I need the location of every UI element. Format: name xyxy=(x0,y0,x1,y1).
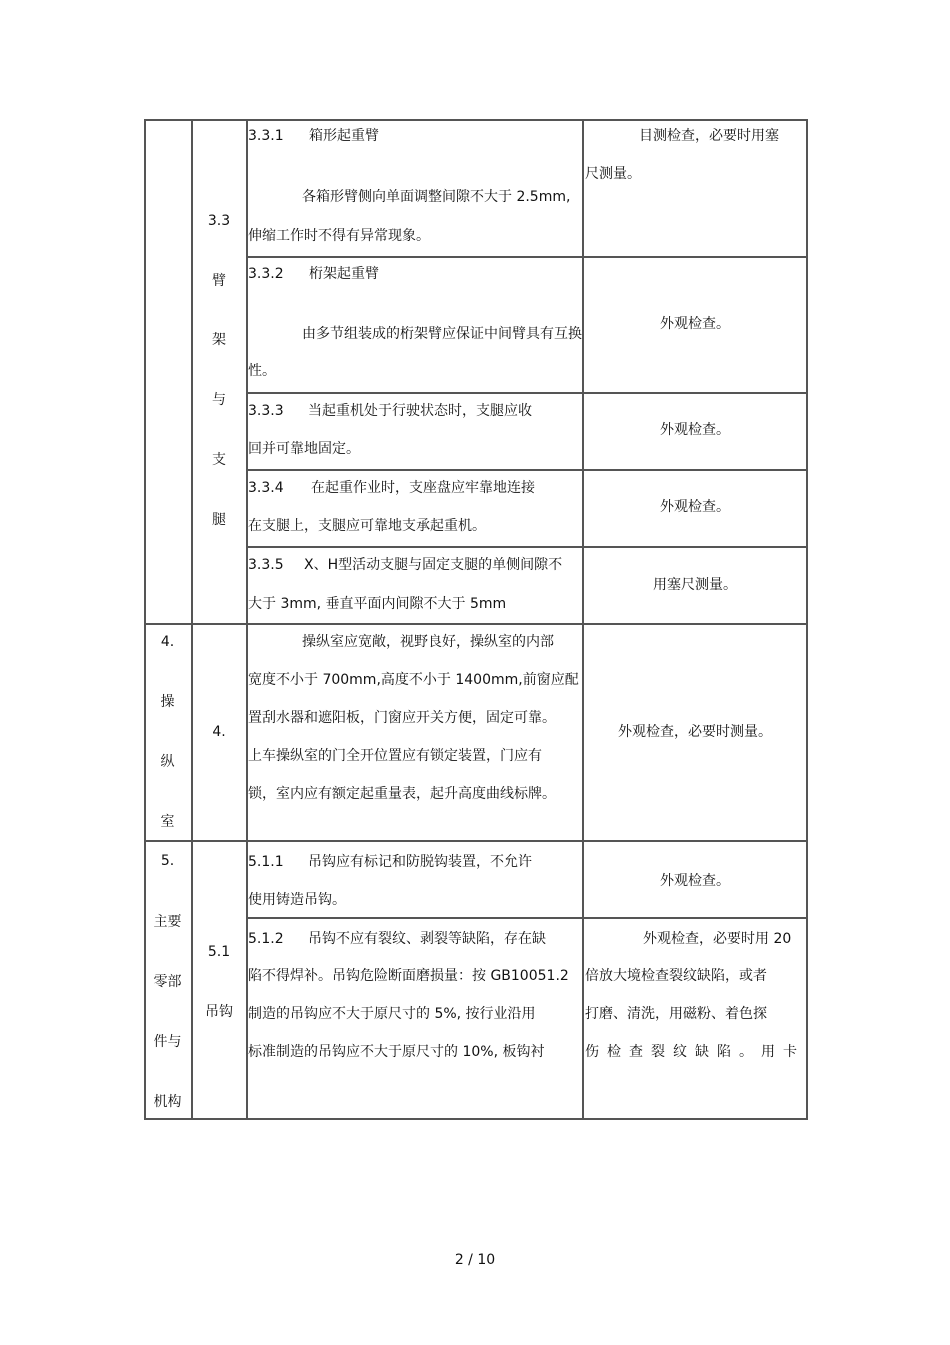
page-number: 2 / 10 xyxy=(454,1252,496,1268)
method-text: 外观检查。 xyxy=(660,499,730,515)
method-text: 尺测量。 xyxy=(585,166,641,182)
item-number: 5.1.2 xyxy=(248,931,284,947)
item-number: 3.3.2 xyxy=(248,266,284,282)
table-rule xyxy=(144,1118,808,1120)
table-rule xyxy=(191,119,193,1120)
item-number: 5.1.1 xyxy=(248,854,284,870)
requirement-text: 吊钩应有标记和防脱钩装置，不允许 xyxy=(308,854,532,870)
requirement-text: 陷不得焊补。吊钩危险断面磨损量：按 GB10051.2 xyxy=(248,968,569,984)
method-text: 打磨、清洗，用磁粉、着色探 xyxy=(585,1006,767,1022)
table-rule xyxy=(144,119,808,121)
table-rule xyxy=(144,623,808,625)
method-text: 外观检查。 xyxy=(660,422,730,438)
requirement-text: 回并可靠地固定。 xyxy=(248,441,360,457)
method-text: 外观检查。 xyxy=(660,316,730,332)
subsection-heading: 臂 xyxy=(212,273,226,289)
method-text: 倍放大境检查裂纹缺陷，或者 xyxy=(585,968,767,984)
section-heading: 主要 xyxy=(153,914,182,930)
method-text: 目测检查，必要时用塞 xyxy=(639,128,779,144)
table-rule xyxy=(248,392,808,394)
requirement-text: 上车操纵室的门全开位置应有锁定装置，门应有 xyxy=(248,748,542,764)
section-heading: 机构 xyxy=(153,1094,182,1110)
requirement-text: 当起重机处于行驶状态时，支腿应收 xyxy=(308,403,532,419)
subsection-heading: 架 xyxy=(212,332,226,348)
method-text: 外观检查，必要时用 20 xyxy=(643,931,792,947)
section-heading: 室 xyxy=(160,814,175,830)
table-rule xyxy=(248,917,808,919)
table-rule xyxy=(248,546,808,548)
requirement-text: 在支腿上，支腿应可靠地支承起重机。 xyxy=(248,518,486,534)
item-number: 3.3.4 xyxy=(248,480,284,496)
subsection-heading: 支 xyxy=(212,452,226,468)
item-number: 3.3.5 xyxy=(248,557,284,573)
table-rule xyxy=(582,119,584,1120)
requirement-text: 标准制造的吊钩应不大于原尺寸的 10%, 板钩衬 xyxy=(248,1044,545,1060)
table-rule xyxy=(806,119,808,1120)
requirement-text: 大于 3mm, 垂直平面内间隙不大于 5mm xyxy=(248,596,507,612)
requirement-text: 操纵室应宽敞，视野良好，操纵室的内部 xyxy=(302,634,554,650)
requirement-text: 宽度不小于 700mm,高度不小于 1400mm,前窗应配 xyxy=(248,672,579,688)
section-heading: 零部 xyxy=(153,974,182,990)
subsection-heading: 4. xyxy=(212,724,226,740)
section-heading: 纵 xyxy=(160,754,175,770)
method-text: 伤检查裂纹缺陷。用卡 xyxy=(585,1044,805,1060)
subsection-heading: 3.3 xyxy=(207,213,231,229)
requirement-text: 使用铸造吊钩。 xyxy=(248,892,346,908)
section-heading: 5. xyxy=(160,853,175,869)
section-heading: 件与 xyxy=(153,1034,182,1050)
method-text: 外观检查。 xyxy=(660,873,730,889)
item-title: 桁架起重臂 xyxy=(309,266,379,282)
requirement-text: 在起重作业时，支座盘应牢靠地连接 xyxy=(311,480,535,496)
subsection-heading: 吊钩 xyxy=(205,1004,233,1020)
table-rule xyxy=(248,469,808,471)
item-title: 箱形起重臂 xyxy=(309,128,379,144)
requirement-text: 锁，室内应有额定起重量表，起升高度曲线标牌。 xyxy=(248,786,556,802)
table-rule xyxy=(248,256,808,258)
subsection-heading: 腿 xyxy=(212,512,226,528)
requirement-text: 伸缩工作时不得有异常现象。 xyxy=(248,228,430,244)
method-text: 外观检查，必要时测量。 xyxy=(618,724,772,740)
item-number: 3.3.1 xyxy=(248,128,284,144)
method-text: 用塞尺测量。 xyxy=(653,577,737,593)
requirement-text: 吊钩不应有裂纹、剥裂等缺陷，存在缺 xyxy=(308,931,546,947)
requirement-text: 置刮水器和遮阳板，门窗应开关方便，固定可靠。 xyxy=(248,710,556,726)
section-heading: 操 xyxy=(160,694,175,710)
subsection-heading: 5.1 xyxy=(207,944,231,960)
requirement-text: 各箱形臂侧向单面调整间隙不大于 2.5mm, xyxy=(302,189,571,205)
subsection-heading: 与 xyxy=(212,392,226,408)
requirement-text: 由多节组装成的桁架臂应保证中间臂具有互换 xyxy=(302,326,582,342)
requirement-text: 性。 xyxy=(248,363,276,379)
item-number: 3.3.3 xyxy=(248,403,284,419)
table-rule xyxy=(144,119,146,1120)
section-heading: 4. xyxy=(160,634,175,650)
requirement-text: X、H型活动支腿与固定支腿的单侧间隙不 xyxy=(304,557,563,573)
requirement-text: 制造的吊钩应不大于原尺寸的 5%, 按行业沿用 xyxy=(248,1006,536,1022)
table-rule xyxy=(144,840,808,842)
